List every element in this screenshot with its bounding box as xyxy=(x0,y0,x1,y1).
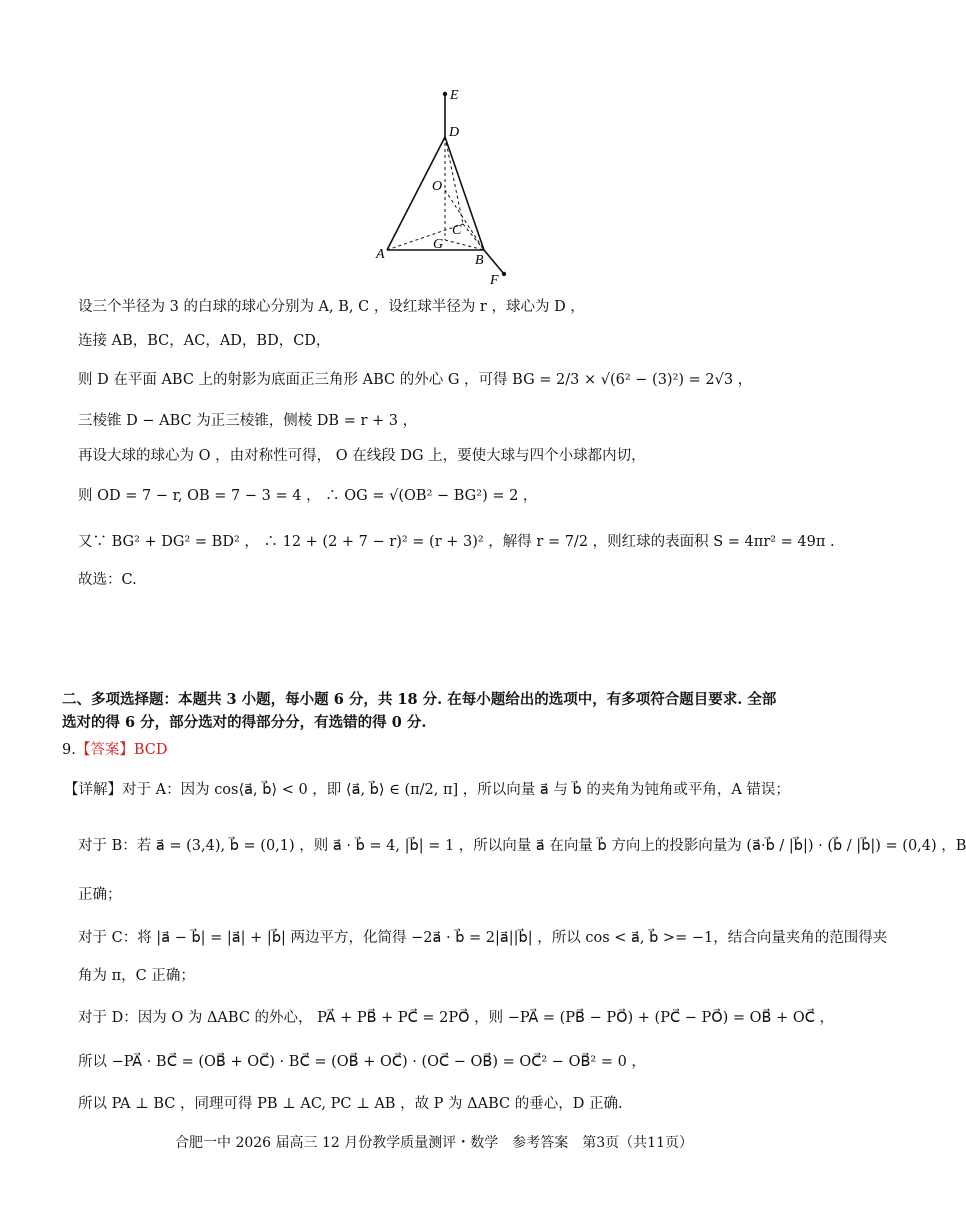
solution-line-2: 连接 AB，BC，AC，AD，BD，CD， xyxy=(78,333,331,349)
section-heading-line-1: 二、多项选择题：本题共 3 小题，每小题 6 分，共 18 分. 在每小题给出的选项中，有多项符合题目要求. 全部 xyxy=(62,691,777,708)
edge-DB xyxy=(445,137,484,250)
q9-option-d-line-3: 所以 PA ⊥ BC ，同理可得 PB ⊥ AC, PC ⊥ AB ，故 P 为 ΔABC 的垂心，D 正确. xyxy=(78,1096,623,1112)
solution-line-8: 故选：C. xyxy=(78,572,137,588)
solution-line-7: 又∵ BG² + DG² = BD² ， ∴ 12 + (2 + 7 − r)² = (r + 3)² ，解得 r = 7/2 ，则红球的表面积 S = 4πr² = 49π . xyxy=(78,534,835,550)
label-D: D xyxy=(449,125,460,140)
edge-OB xyxy=(445,190,484,250)
solution-line-3: 则 D 在平面 ABC 上的射影为底面正三角形 ABC 的外心 G ，可得 BG = 2/3 × √(6² − (3)²) = 2√3 ， xyxy=(78,372,753,388)
q9-answer: BCD xyxy=(133,742,168,758)
q9-number: 9. xyxy=(62,742,76,758)
q9-option-c-line-1: 对于 C：将 |a⃗ − b⃗| = |a⃗| + |b⃗| 两边平方，化简得 −2a⃗ · b⃗ = 2|a⃗||b⃗| ，所以 cos < a⃗, b⃗ >= −1，结合向量夹角的范围得夹 xyxy=(78,930,888,946)
label-O: O xyxy=(432,179,443,194)
point-F xyxy=(502,272,506,276)
label-C: C xyxy=(452,223,462,238)
q9-option-d-line-2: 所以 −PA⃗ · BC⃗ = (OB⃗ + OC⃗) · BC⃗ = (OB⃗ + OC⃗) · (OC⃗ − OB⃗) = OC⃗² − OB⃗² = 0 ， xyxy=(78,1054,646,1070)
q9-detail-tag: 【详解】 xyxy=(64,782,122,798)
q9-option-b-line-1: 对于 B：若 a⃗ = (3,4), b⃗ = (0,1) ，则 a⃗ · b⃗ = 4, |b⃗| = 1 ，所以向量 a⃗ 在向量 b⃗ 方向上的投影向量为 (a⃗·b⃗ / |b⃗|) · (b⃗ / |b⃗|) = (0,4) ，B xyxy=(78,838,966,854)
edge-CB xyxy=(463,224,484,250)
point-E xyxy=(443,92,447,96)
q9-option-d-line-1: 对于 D：因为 O 为 ΔABC 的外心， PA⃗ + PB⃗ + PC⃗ = 2PO⃗ ，则 −PA⃗ = (PB⃗ − PO⃗) + (PC⃗ − PO⃗) = OB⃗ + OC⃗ ， xyxy=(78,1010,834,1026)
solution-line-5: 再设大球的球心为 O ，由对称性可得， O 在线段 DG 上，要使大球与四个小球都内切， xyxy=(78,448,646,464)
label-B: B xyxy=(475,253,484,268)
page-footer: 合肥一中 2026 届高三 12 月份教学质量测评・数学 参考答案 第3页（共11页） xyxy=(175,1135,693,1151)
q9-detail-a xyxy=(64,780,828,800)
solution-line-1: 设三个半径为 3 的白球的球心分别为 A, B, C ，设红球半径为 r ，球心为 D ， xyxy=(78,299,585,315)
q9-option-a: 对于 A：因为 cos⟨a⃗, b⃗⟩ < 0 ，即 ⟨a⃗, b⃗⟩ ∈ (π/2, π] ，所以向量 a⃗ 与 b⃗ 的夹角为钝角或平角，A 错误； xyxy=(122,782,790,798)
label-A: A xyxy=(376,247,385,262)
label-G: G xyxy=(433,237,444,252)
solution-line-6: 则 OD = 7 − r, OB = 7 − 3 = 4 ， ∴ OG = √(OB² − BG²) = 2 ， xyxy=(78,488,538,504)
solution-line-4: 三棱锥 D − ABC 为正三棱锥，侧棱 DB = r + 3 ， xyxy=(78,413,418,429)
q9-option-b-line-2: 正确； xyxy=(78,887,122,903)
section-heading-line-2: 选对的得 6 分，部分选对的得部分分，有选错的得 0 分. xyxy=(62,714,427,731)
q9-answer-tag: 【答案】 xyxy=(75,742,134,758)
q9-answer-line xyxy=(62,740,828,760)
q9-option-c-line-2: 角为 π，C 正确； xyxy=(78,968,195,984)
label-F: F xyxy=(490,273,499,288)
label-E: E xyxy=(450,88,459,103)
edge-BF xyxy=(484,250,504,274)
tetrahedron-figure xyxy=(360,82,530,292)
